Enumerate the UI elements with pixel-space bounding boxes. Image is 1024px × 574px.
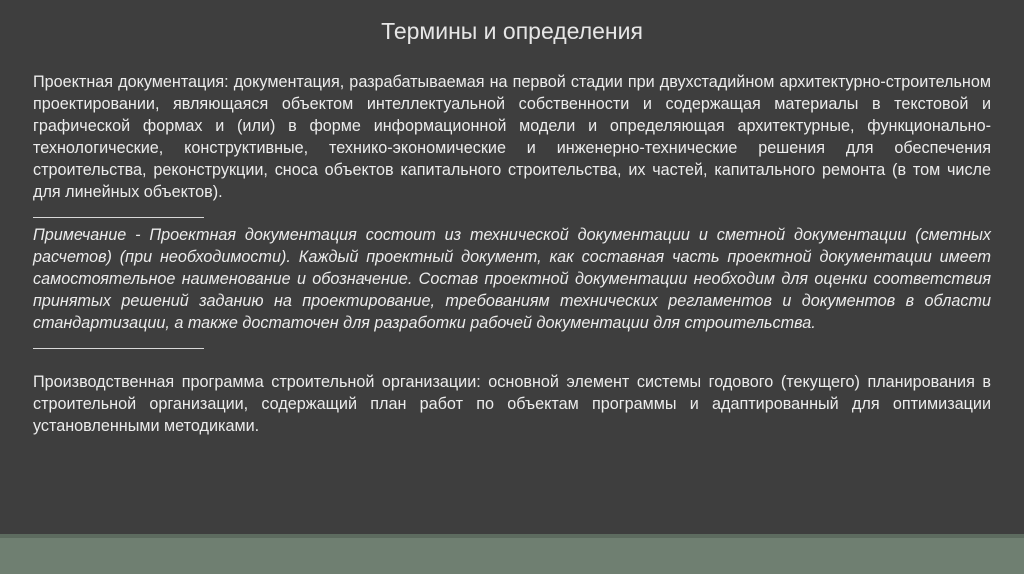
definition-paragraph-2: Производственная программа строительной организации: основной элемент системы годового (текущего) планирования в строительной организации, содержащий план работ по объектам программы и адаптированный для оптимизации установленными методиками. bbox=[33, 373, 991, 435]
separator-line bbox=[33, 217, 204, 218]
definition-paragraph: Проектная документация: документация, разрабатываемая на первой стадии при двухстадийном архитектурно-строительном проектировании, являющаяся объектом интеллектуальной собственности и содержащая материалы в текстовой и графической формах и (или) в форме информационной модели и определяющая архитектурные, функционально-технологические, конструктивные, технико-экономические и инженерно-технические решения для обеспечения строительства, реконструкции, сноса объектов капитального строительства, их частей, капитального ремонта (в том числе для линейных объектов). bbox=[33, 73, 991, 201]
slide-body bbox=[33, 71, 991, 437]
note-paragraph: Примечание - Проектная документация состоит из технической документации и сметной документации (сметных расчетов) (при необходимости). Каждый проектный документ, как составная часть проектной документации имеет самостоятельное наименование и обозначение. Состав проектной документации необходим для оценки соответствия принятых решений заданию на проектирование, требованиям технических регламентов и документов в области стандартизации, а также достаточен для разработки рабочей документации для строительства. bbox=[33, 226, 991, 332]
slide-title: Термины и определения bbox=[381, 18, 643, 44]
footer-bar bbox=[0, 534, 1024, 574]
